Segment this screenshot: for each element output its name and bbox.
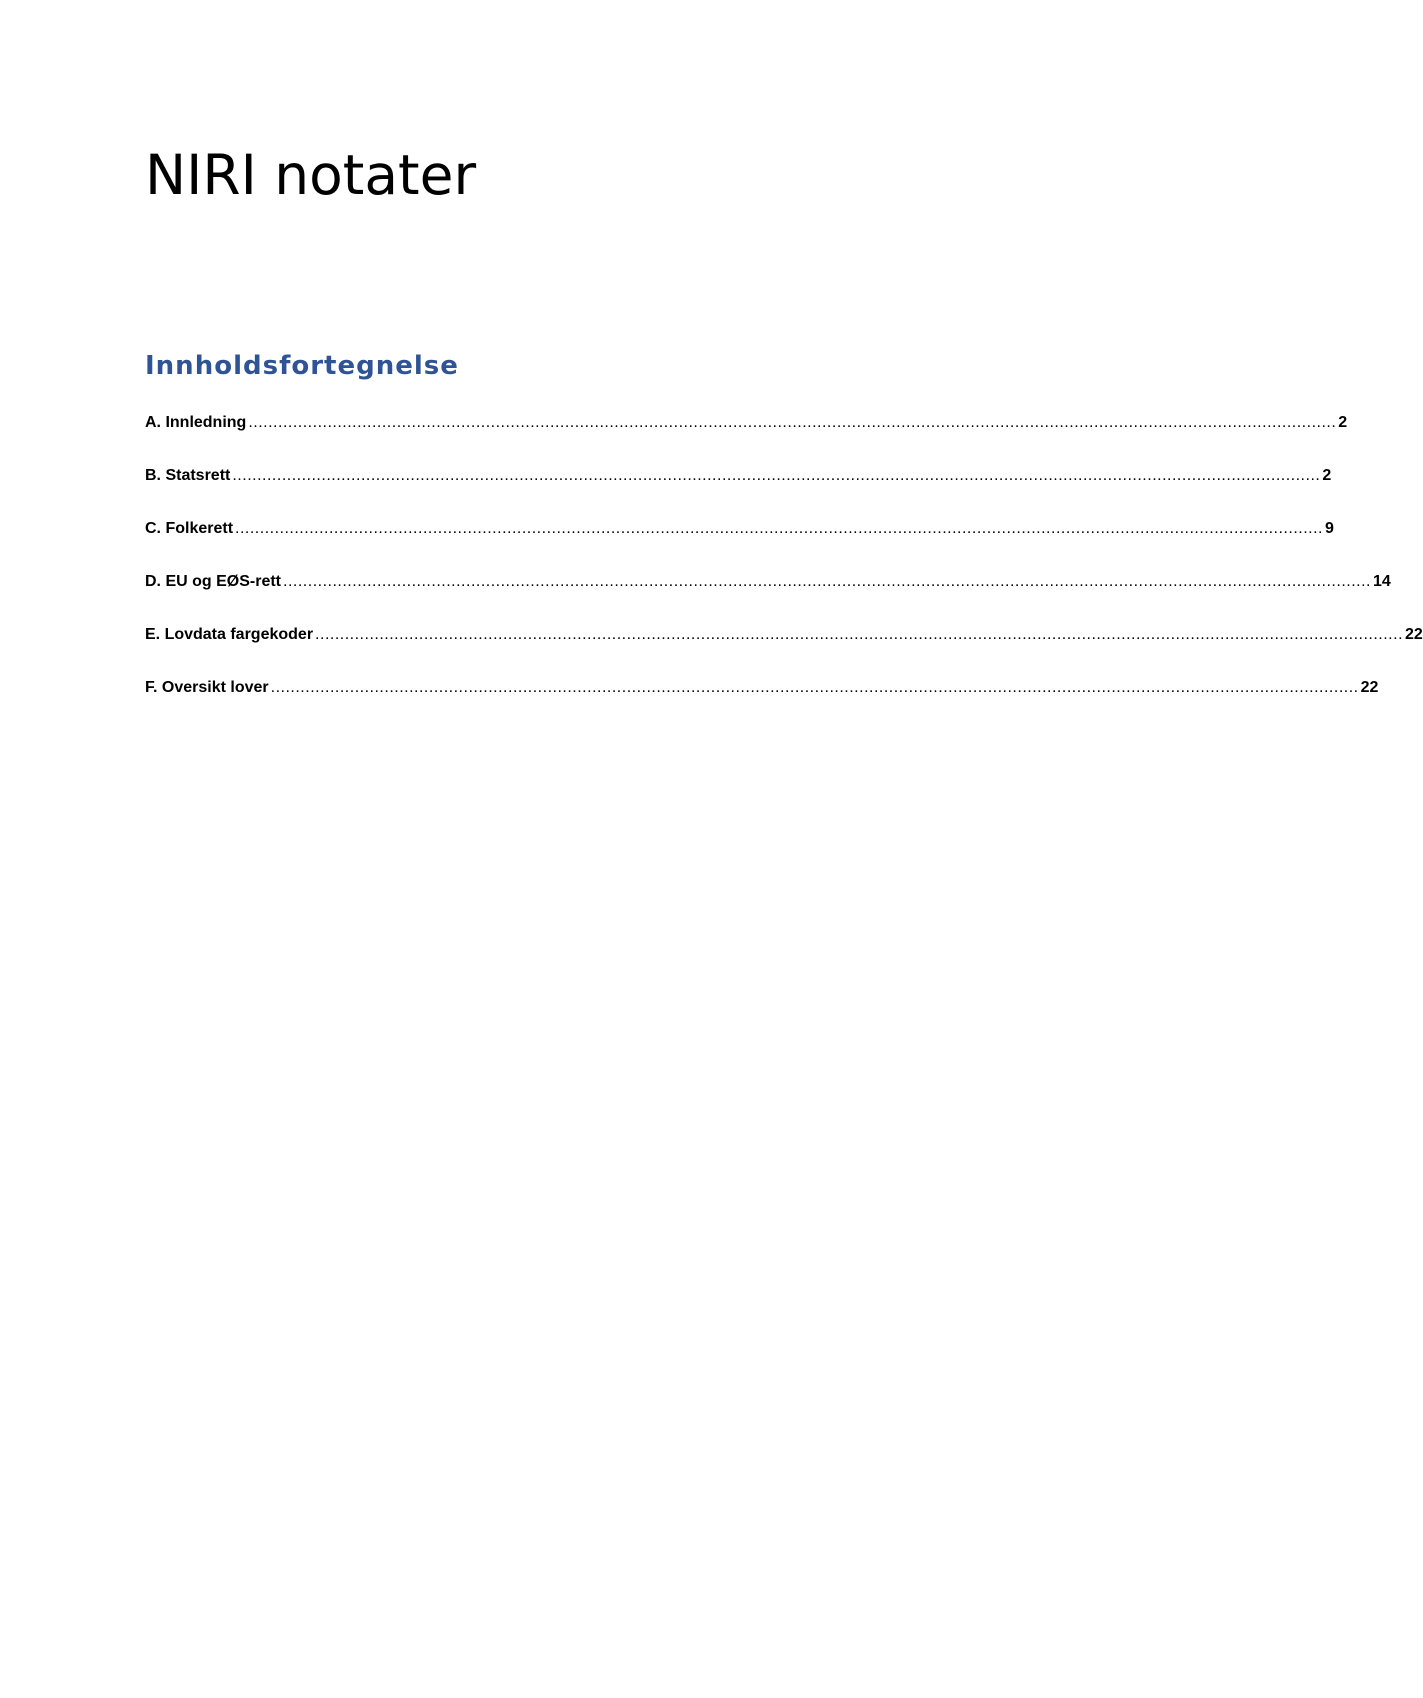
toc-entry-oversikt-lover[interactable]	[145, 677, 1379, 730]
toc-page-number: 9	[1324, 520, 1334, 537]
toc-page-number: 2	[1338, 414, 1348, 431]
toc-page-number: 14	[1372, 573, 1391, 590]
toc-entry-label: C. Folkerett	[145, 520, 234, 537]
toc-entry-folkerett[interactable]	[145, 518, 1334, 571]
toc-entry-label: F. Oversikt lover	[145, 679, 269, 696]
toc-dot-leader: ............................................................................................................................................................................................................................	[248, 414, 1337, 431]
toc-entry-label: D. EU og EØS-rett	[145, 573, 282, 590]
toc-page-number: 22	[1360, 679, 1379, 696]
toc-dot-leader: ............................................................................................................................................................................................................................	[235, 520, 1323, 537]
toc-dot-leader: ............................................................................................................................................................................................................................	[283, 573, 1371, 590]
toc-page-number: 22	[1405, 626, 1423, 643]
toc-entry-label: A. Innledning	[145, 414, 247, 431]
toc-entry-eu-og-eos-rett[interactable]	[145, 571, 1391, 624]
toc-entry-statsrett[interactable]	[145, 465, 1332, 518]
toc-entry-innledning[interactable]	[145, 412, 1348, 465]
document-title: NIRI notater	[145, 143, 477, 207]
table-of-contents	[145, 412, 1423, 730]
toc-page-number: 2	[1322, 467, 1332, 484]
toc-entry-label: B. Statsrett	[145, 467, 231, 484]
toc-heading: Innholdsfortegnelse	[145, 351, 459, 381]
toc-dot-leader: ............................................................................................................................................................................................................................	[232, 467, 1321, 484]
toc-entry-lovdata-fargekoder[interactable]	[145, 624, 1423, 677]
toc-dot-leader: ............................................................................................................................................................................................................................	[270, 679, 1359, 696]
toc-entry-label: E. Lovdata fargekoder	[145, 626, 314, 643]
toc-dot-leader: ............................................................................................................................................................................................................................	[315, 626, 1404, 643]
